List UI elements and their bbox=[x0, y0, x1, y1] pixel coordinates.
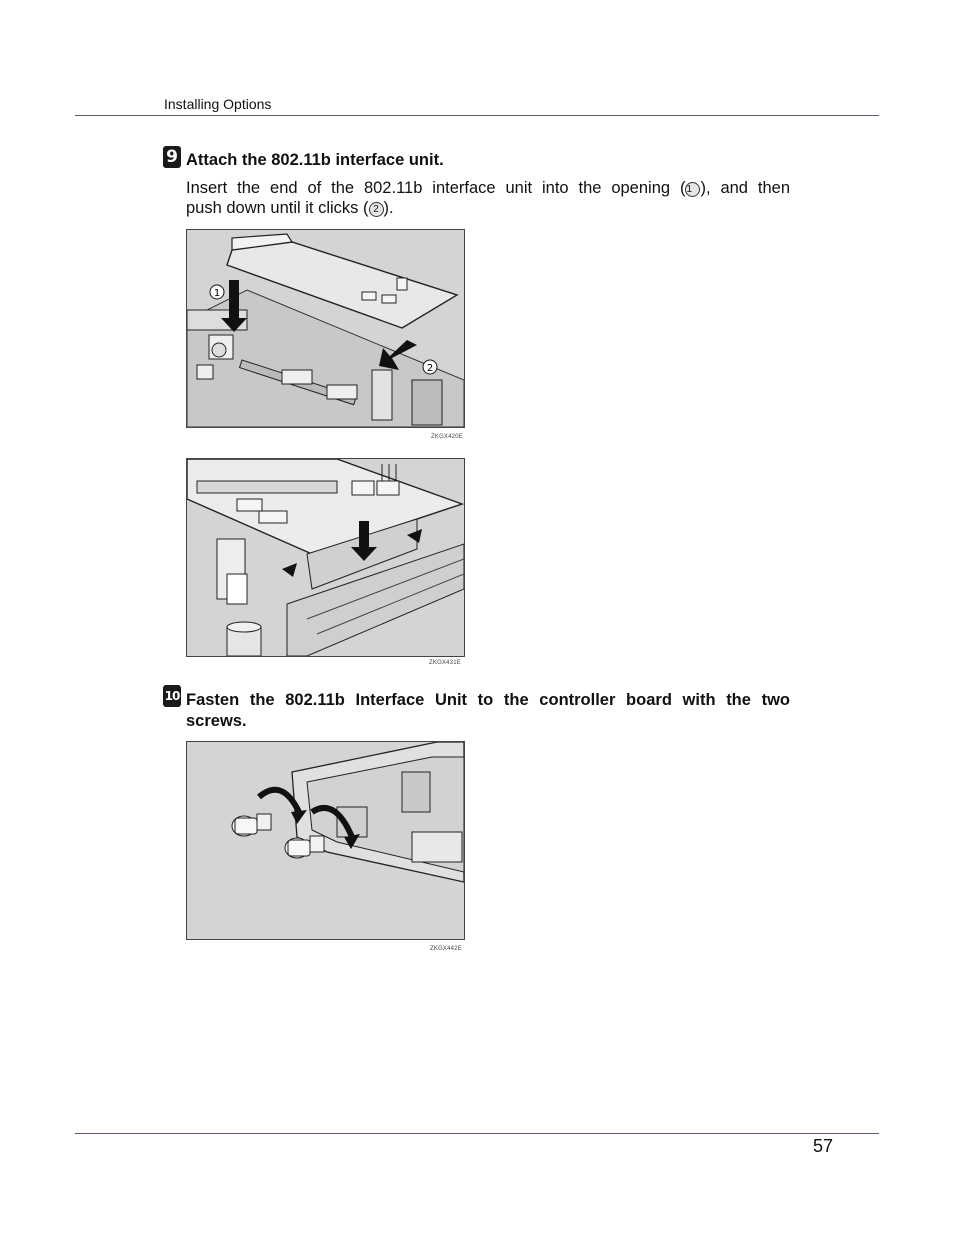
step-title bbox=[186, 690, 790, 732]
instruction-line-1: Insert the end of the 802.11b interface unit into the opening (1 ), and then bbox=[186, 179, 791, 197]
running-header: Installing Options bbox=[164, 96, 272, 112]
step-number-badge: 10 bbox=[163, 685, 181, 707]
step-number-badge: 9 bbox=[163, 146, 181, 168]
callout-label-1: 1 bbox=[213, 288, 221, 299]
figure-code: ZKGX420E bbox=[431, 434, 463, 440]
figure-insert-unit bbox=[186, 229, 465, 428]
callout-1-symbol: 1 bbox=[685, 182, 700, 197]
screw-left bbox=[232, 814, 271, 836]
figure-code: ZKGX442E bbox=[430, 946, 462, 952]
illustration-fasten-screws bbox=[187, 742, 464, 939]
figure-fasten-screws bbox=[186, 741, 465, 940]
header-rule bbox=[75, 115, 879, 116]
illustration-push-down bbox=[187, 459, 464, 656]
callout-label-2: 2 bbox=[426, 363, 434, 374]
figure-code: ZKGX431E bbox=[429, 660, 461, 666]
figure-push-down bbox=[186, 458, 465, 657]
step-title-line-2: screws. bbox=[186, 712, 247, 730]
step-instruction bbox=[186, 178, 790, 218]
page-number: 57 bbox=[813, 1136, 834, 1156]
step-title: Attach the 802.11b interface unit. bbox=[186, 151, 444, 169]
footer-rule bbox=[75, 1133, 879, 1134]
illustration-insert-unit bbox=[187, 230, 464, 427]
instruction-line-2: push down until it clicks ( 2 ). bbox=[186, 199, 394, 217]
callout-2-symbol: 2 bbox=[369, 202, 384, 217]
step-title-line-1: Fasten the 802.11b Interface Unit to the controller board with the two bbox=[186, 691, 790, 709]
